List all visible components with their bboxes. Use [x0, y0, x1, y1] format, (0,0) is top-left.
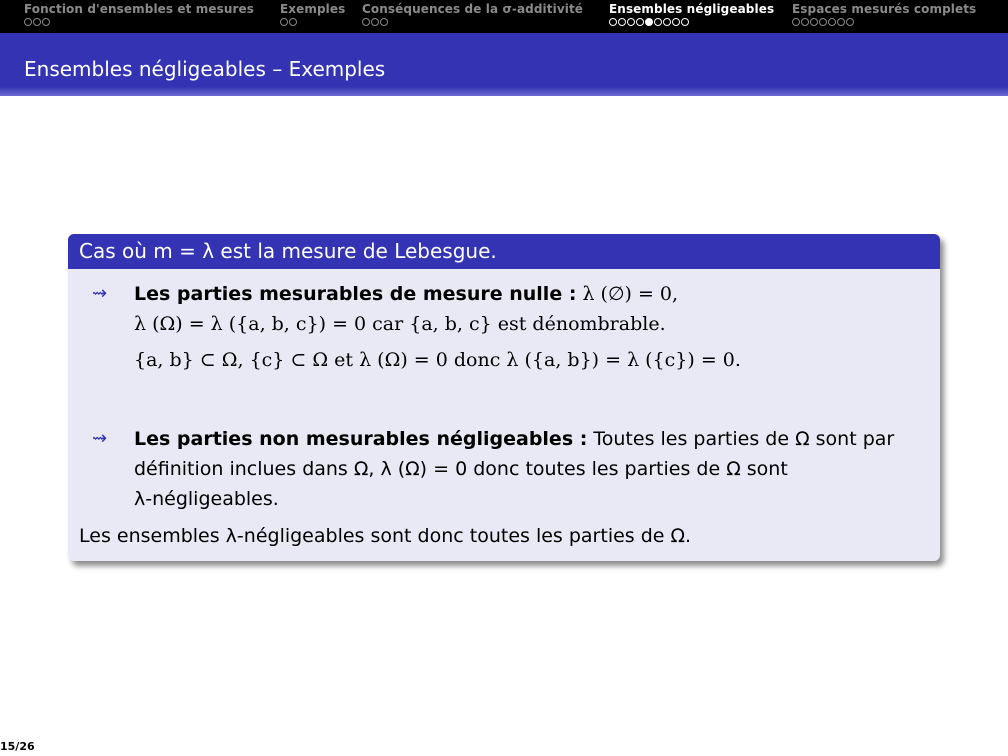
item-heading: Les parties mesurables de mesure nulle : — [134, 283, 577, 305]
page-number: 15/26 — [0, 740, 35, 753]
nav-section-title: Exemples — [280, 2, 346, 16]
nav-slide-dot-icon[interactable] — [810, 18, 818, 26]
frame-title-bar — [0, 33, 1008, 96]
nav-slide-dot-icon[interactable] — [654, 18, 662, 26]
nav-slide-dot-icon[interactable] — [828, 18, 836, 26]
nav-slide-dot-icon[interactable] — [42, 18, 50, 26]
nav-slide-dot-icon[interactable] — [645, 18, 653, 26]
nav-section-fonction-ensembles[interactable] — [24, 2, 254, 26]
nav-section-title: Ensembles négligeables — [609, 2, 775, 16]
nav-slide-dot-icon[interactable] — [672, 18, 680, 26]
nav-dots — [280, 18, 345, 26]
nav-slide-dot-icon[interactable] — [33, 18, 41, 26]
item-text: Toutes les parties de Ω sont par — [593, 428, 895, 450]
nav-section-ensembles-negligeables[interactable] — [609, 2, 774, 26]
nav-slide-dot-icon[interactable] — [846, 18, 854, 26]
nav-dots — [24, 18, 254, 26]
nav-slide-dot-icon[interactable] — [609, 18, 617, 26]
nav-section-espaces-complets[interactable] — [792, 2, 976, 26]
math-text: λ (∅) = 0, — [582, 283, 679, 305]
section-navigation — [0, 0, 1008, 33]
arrow-bullet-icon: ⇝ — [92, 283, 108, 304]
list-item-mesurables — [92, 279, 934, 375]
nav-dots — [792, 18, 976, 26]
nav-slide-dot-icon[interactable] — [24, 18, 32, 26]
nav-slide-dot-icon[interactable] — [681, 18, 689, 26]
math-text: λ (Ω) = λ ({a, b, c}) = 0 car {a, b, c} est dénombrable. — [134, 313, 666, 335]
block-title: Cas où m = λ est la mesure de Lebesgue. — [68, 234, 940, 269]
nav-slide-dot-icon[interactable] — [618, 18, 626, 26]
math-text: {a, b} ⊂ Ω, {c} ⊂ Ω et λ (Ω) = 0 donc λ ({a, b}) = λ ({c}) = 0. — [134, 349, 741, 371]
nav-dots — [362, 18, 583, 26]
nav-slide-dot-icon[interactable] — [362, 18, 370, 26]
nav-slide-dot-icon[interactable] — [801, 18, 809, 26]
nav-section-consequences[interactable] — [362, 2, 583, 26]
nav-slide-dot-icon[interactable] — [380, 18, 388, 26]
nav-section-exemples[interactable] — [280, 2, 345, 26]
nav-slide-dot-icon[interactable] — [663, 18, 671, 26]
item-text: définition inclues dans Ω, λ (Ω) = 0 donc toutes les parties de Ω sont — [134, 458, 788, 480]
item-text: λ-négligeables. — [134, 488, 279, 510]
arrow-bullet-icon: ⇝ — [92, 428, 108, 449]
nav-slide-dot-icon[interactable] — [792, 18, 800, 26]
nav-slide-dot-icon[interactable] — [280, 18, 288, 26]
frame-title: Ensembles négligeables – Exemples — [24, 57, 386, 81]
nav-slide-dot-icon[interactable] — [837, 18, 845, 26]
list-item-non-mesurables — [92, 424, 934, 514]
nav-slide-dot-icon[interactable] — [819, 18, 827, 26]
nav-slide-dot-icon[interactable] — [371, 18, 379, 26]
nav-slide-dot-icon[interactable] — [289, 18, 297, 26]
nav-section-title: Fonction d'ensembles et mesures — [24, 2, 254, 16]
nav-dots — [609, 18, 774, 26]
nav-slide-dot-icon[interactable] — [627, 18, 635, 26]
item-heading: Les parties non mesurables négligeables : — [134, 428, 588, 450]
nav-section-title: Conséquences de la σ-additivité — [362, 2, 584, 16]
nav-section-title: Espaces mesurés complets — [792, 2, 977, 16]
conclusion-text: Les ensembles λ-négligeables sont donc toutes les parties de Ω. — [79, 525, 692, 547]
nav-slide-dot-icon[interactable] — [636, 18, 644, 26]
example-block — [68, 234, 940, 561]
